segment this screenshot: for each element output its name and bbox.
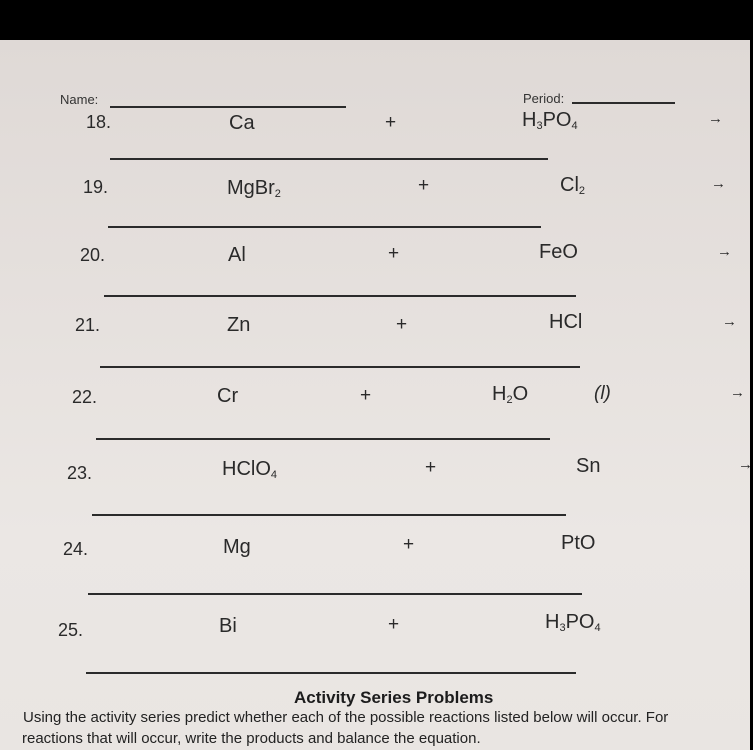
problem-number: 20. xyxy=(80,245,106,265)
plus-sign: + xyxy=(360,385,372,406)
reaction-arrow: → xyxy=(738,456,753,473)
reactant-2: Sn xyxy=(576,455,601,477)
reactant-2: $H_3PO_4$ xyxy=(522,109,578,132)
reactant-2: $Cl_2$ xyxy=(560,174,586,197)
state-symbol: (l) xyxy=(594,383,611,404)
problem-number: 18. xyxy=(86,112,112,132)
reactant-1: Bi xyxy=(219,615,237,637)
answer-line[interactable] xyxy=(86,672,576,674)
plus-sign: + xyxy=(425,457,437,478)
period-label: Period: xyxy=(523,91,565,106)
answer-line[interactable] xyxy=(96,438,550,440)
answer-line[interactable] xyxy=(110,158,548,160)
reactant-2: $H_3PO_4$ xyxy=(545,611,601,634)
answer-line[interactable] xyxy=(104,295,576,297)
answer-line[interactable] xyxy=(92,514,566,516)
reaction-arrow: → xyxy=(711,175,726,192)
plus-sign: + xyxy=(385,112,397,133)
answer-line[interactable] xyxy=(108,226,541,228)
reactant-1: Cr xyxy=(217,385,239,407)
instructions-line-1: Using the activity series predict whether each of the possible reactions listed below will occur. For xyxy=(23,709,669,726)
plus-sign: + xyxy=(388,614,400,635)
reactant-1: Zn xyxy=(227,314,251,336)
reactant-1: Mg xyxy=(223,536,251,558)
reactant-1: HClO$_4$ xyxy=(222,458,278,481)
section-title: Activity Series Problems xyxy=(294,688,494,707)
name-label: Name: xyxy=(60,92,99,107)
reactant-2: $H_2O$ xyxy=(492,383,529,406)
answer-line[interactable] xyxy=(88,593,582,595)
problem-number: 19. xyxy=(83,177,109,197)
answer-line[interactable] xyxy=(100,366,580,368)
instructions-line-2: reactions that will occur, write the products and balance the equation. xyxy=(22,730,481,747)
reactant-1: MgBr$_2$ xyxy=(227,177,281,200)
reactant-1: Ca xyxy=(229,112,255,134)
reactant-1: Al xyxy=(228,244,246,266)
reactant-2: PtO xyxy=(561,532,596,554)
plus-sign: + xyxy=(396,314,408,335)
reactant-2: FeO xyxy=(539,241,578,263)
plus-sign: + xyxy=(388,243,400,264)
plus-sign: + xyxy=(418,175,430,196)
name-blank-line[interactable] xyxy=(110,106,346,108)
problem-number: 23. xyxy=(67,463,93,483)
problem-number: 21. xyxy=(75,315,101,335)
reactant-2: HCl xyxy=(549,311,583,333)
plus-sign: + xyxy=(403,534,415,555)
reaction-arrow: → xyxy=(708,110,723,127)
period-blank-line[interactable] xyxy=(572,102,675,104)
reaction-arrow: → xyxy=(730,384,745,401)
worksheet-page xyxy=(0,40,753,750)
reaction-arrow: → xyxy=(717,243,732,260)
problem-number: 24. xyxy=(63,539,89,559)
problem-number: 25. xyxy=(58,620,84,640)
problem-number: 22. xyxy=(72,387,98,407)
reaction-arrow: → xyxy=(722,313,737,330)
